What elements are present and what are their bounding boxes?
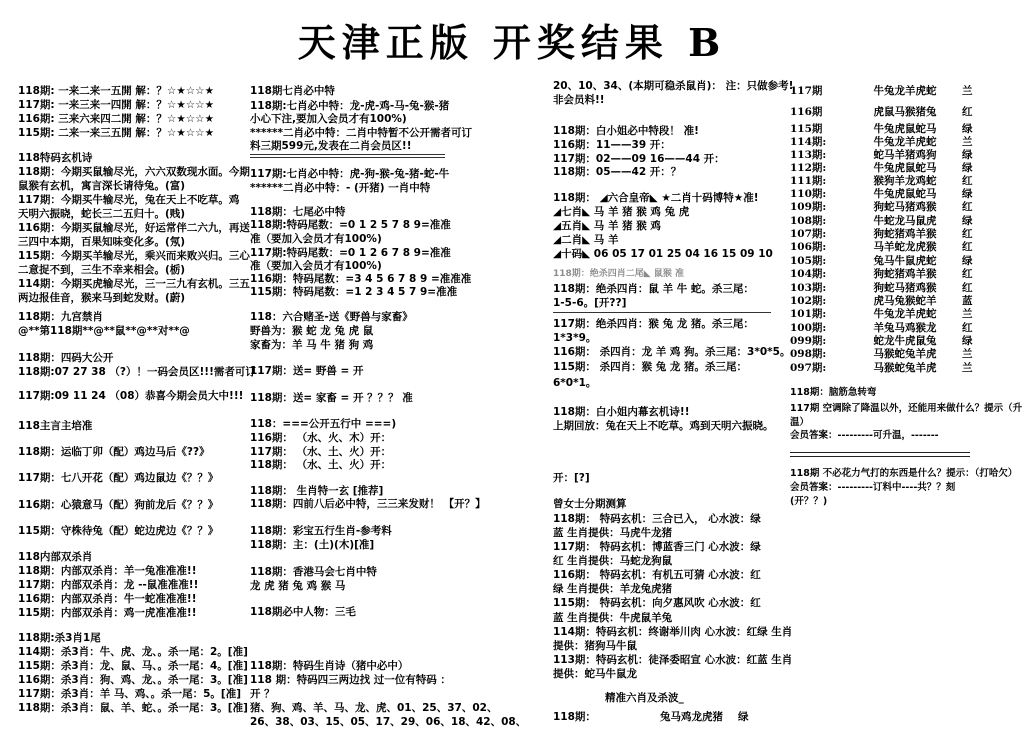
period-label: 110期: [790, 188, 827, 200]
period-label: 102期: [790, 295, 827, 307]
text-line: 118期:07 27 38 （?）！一码会员区!!!需者可订 [18, 366, 256, 378]
text-line: 117期：绝杀四肖：猴 兔 龙 猪。杀三尾： [553, 318, 754, 330]
text-line: 116期： 特码玄机：有机五可猜 心水波：红 [553, 569, 761, 581]
text-line: 1*3*9。 [553, 332, 597, 344]
text-line: 龙 虎 猪 兔 鸡 猴 马 [250, 580, 346, 592]
period-label: 118期： [553, 711, 596, 723]
zodiac-set: 羊兔马鸡猴龙 [873, 322, 937, 334]
text-line: 两边报佳音，猴来马到蛇发财。(蔚) [18, 292, 186, 304]
zodiac-set: 狗蛇猪鸡羊猴 [873, 268, 937, 280]
zodiac-set: 牛兔龙羊虎蛇 [873, 85, 937, 97]
riddle-line: 会员答案：---------可升温，------- [790, 430, 939, 441]
text-line: 116期：心猿意马（配）狗前龙后《？？》 [18, 499, 219, 511]
text-line: 117期： 特码玄机：博蓝香三门 心水波：绿 [553, 541, 761, 553]
text-line: 118内部双杀肖 [18, 551, 93, 563]
text-line: 118期：05——42 开：？ [553, 166, 682, 178]
text-line: 115期：特码尾数：=1 2 3 4 5 7 9=准准 [250, 286, 458, 298]
color-wave: 兰 [962, 85, 973, 97]
color-wave: 红 [962, 241, 973, 253]
section-heading: 精准六肖及杀波_ [605, 692, 684, 704]
text-line: 113期：特码玄机：徒泽委昭宣 心水波：红蓝 生肖 [553, 654, 793, 666]
period-label: 103期: [790, 282, 827, 294]
period-label: 104期: [790, 268, 827, 280]
text-line: ******二肖必中特：- (开猪) 一肖中特 [250, 182, 431, 194]
text-line: 118期：四码大公开 [18, 352, 114, 364]
text-line: 曾女士分期测算 [553, 498, 627, 510]
text-line: 118期：白小姐必中特段！ 准! [553, 125, 699, 137]
text-line: 116期：特码尾数：=3 4 5 6 7 8 9 =准准准 [250, 273, 472, 285]
divider [553, 312, 771, 313]
text-line: 116期： （水、火、木）开： [250, 432, 392, 444]
text-line: 115期: 二来一来三五開 解：？☆★☆☆★ [18, 127, 214, 139]
text-line: 115期： 特码玄机：向夕惠风吹 心水波：红 [553, 597, 761, 609]
zodiac-set: 牛兔龙羊虎蛇 [873, 308, 937, 320]
text-line: 蓝 生肖提供：牛虎鼠羊兔 [553, 612, 673, 624]
text-line: 准（要加入会员才有100%) [250, 233, 382, 245]
color-wave: 兰 [962, 308, 973, 320]
text-line: 118期:特码尾数：=0 1 2 5 7 8 9=准准 [250, 219, 451, 231]
text-line: 115期：今期买羊输尽光，乘兴而来败兴归。三心 [18, 250, 250, 262]
text-line: 118期：九宫禁肖 [18, 311, 103, 323]
page-title: 天津正版 开奖结果 B [297, 20, 727, 65]
text-line: ******二肖必中特：二肖中特暂不公开需者可订 [250, 127, 472, 139]
color-wave: 绿 [962, 123, 973, 135]
text-line: 116期：内部双杀肖：牛一蛇准准准!! [18, 593, 197, 605]
zodiac-set: 猴狗羊龙鸡蛇 [873, 175, 937, 187]
text-line: 118：===公开五行中 ===) [250, 418, 397, 430]
text-line: 118期： 特码玄机：三合已入， 心水波：绿 [553, 513, 761, 525]
text-line: 116期：11——39 开： [553, 139, 671, 151]
color-wave: 绿 [962, 215, 973, 227]
text-line: 三四中本期，百果知味变化多。(氖) [18, 236, 186, 248]
text-line: 118 期：特码四三两边找 过一位有特码 ： [250, 674, 451, 686]
period-label: 114期: [790, 136, 827, 148]
color-wave: 绿 [738, 711, 749, 723]
color-wave: 兰 [962, 362, 973, 374]
zodiac-set: 虎鼠马猴猪兔 [873, 106, 937, 118]
text-line: 118期：运临丁卯（配）鸡边马后《??》 [18, 446, 210, 458]
period-label: 099期: [790, 335, 827, 347]
zodiac-set: 马猴蛇兔羊虎 [873, 362, 937, 374]
text-line: 118期：主：(土)(木)[准] [250, 539, 375, 551]
text-line: 准（要加入会员才有100%) [250, 260, 382, 272]
text-line: 蓝 生肖提供：马虎牛龙猪 [553, 527, 673, 539]
text-line: 118期：七尾必中特 [250, 206, 346, 218]
text-line: 117期: 一来三来一四開 解：？☆★☆☆★ [18, 99, 214, 111]
divider [250, 157, 445, 158]
text-line: 115期： 杀四肖：猴 兔 龙 猪。杀三尾： [553, 361, 748, 373]
text-line: 20、10、34、(本期可稳杀鼠肖)： 注：只做参考! [553, 80, 794, 92]
text-line: @**第118期**@**鼠**@**对**@ [18, 325, 190, 337]
zodiac-set: 牛蛇龙马鼠虎 [873, 215, 937, 227]
riddle-line: 117期 空调除了降温以外，还能用来做什么？提示（升 [790, 403, 1023, 414]
text-line: 117期：杀3肖：羊 马、鸡、。杀一尾：5。[准] [18, 688, 242, 700]
text-line: 114期：杀3肖：牛、虎、龙、。杀一尾：2。[准] [18, 646, 248, 658]
text-line: 料三期599元,发表在二肖会员区!! [250, 140, 412, 152]
text-line: 118期：绝杀四肖二尾◣ 鼠猴 准 [553, 269, 684, 279]
text-line: 118期：今期买鼠输尽光，六六双数现水面。今期 [18, 166, 250, 178]
period-label: 111期: [790, 175, 827, 187]
zodiac-set: 牛兔虎鼠蛇马 [873, 188, 937, 200]
text-line: 115期：内部双杀肖：鸡一虎准准准!! [18, 607, 197, 619]
period-label: 106期: [790, 241, 827, 253]
period-label: 112期: [790, 162, 827, 174]
riddle-line: (开？？) [790, 496, 828, 507]
color-wave: 红 [962, 175, 973, 187]
text-line: 118期： 生肖特一玄 [推荐] [250, 485, 384, 497]
text-line: 118期：特码生肖诗（猪中必中） [250, 660, 409, 672]
zodiac-set: 牛兔龙羊虎蛇 [873, 136, 937, 148]
text-line: ◢五肖◣ 马 羊 猪 猴 鸡 [553, 220, 661, 232]
text-line: ◢十码◣ 06 05 17 01 25 04 16 15 09 10 [553, 248, 773, 260]
text-line: 绿 生肖提供：羊龙兔虎猪 [553, 583, 673, 595]
text-line: 117期： （水、土、火）开： [250, 446, 392, 458]
text-line: 提供：蛇马牛鼠龙 [553, 668, 637, 680]
period-label: 105期: [790, 255, 827, 267]
text-line: ◢七肖◣ 马 羊 猪 猴 鸡 兔 虎 [553, 206, 690, 218]
text-line: 117期:09 11 24 （08）恭喜今期会员大中!!! [18, 390, 244, 402]
text-line: 鼠猴有玄机，寓言深长请待兔。(富) [18, 180, 186, 192]
text-line: 提供：猪狗马牛鼠 [553, 640, 637, 652]
text-line: 115期：杀3肖：龙、鼠、马、。杀一尾：4。[准] [18, 660, 248, 672]
riddle-line: 118期 不必花力气打的东西是什么？提示：（打哈欠） [790, 468, 1018, 479]
riddle-line: 温） [790, 417, 810, 428]
text-line: 118期：四前八后必中特，三三来发财！ 【开？】 [250, 498, 486, 510]
period-label: 100期: [790, 322, 827, 334]
text-line: 1-5-6。[开??] [553, 297, 627, 309]
color-wave: 红 [962, 106, 973, 118]
period-label: 113期: [790, 149, 827, 161]
text-line: 118特码玄机诗 [18, 152, 93, 164]
text-line: 117期：今期买牛输尽光，兔在天上不吃草。鸡 [18, 194, 240, 206]
text-line: 118期：白小姐内幕玄机诗!! [553, 406, 690, 418]
text-line: 二意捉不到，三生不幸来相会。(栃) [18, 264, 186, 276]
text-line: 118期： ◢六合皇帝◣ ★二肖十码博特★准! [553, 192, 759, 204]
zodiac-set: 狗蛇马猪鸡猴 [873, 201, 937, 213]
color-wave: 兰 [962, 348, 973, 360]
zodiac-set: 兔马牛鼠虎蛇 [873, 255, 937, 267]
zodiac-list: 兔马鸡龙虎猪 [660, 711, 723, 723]
color-wave: 蓝 [962, 295, 973, 307]
text-line: 117期:特码尾数：=0 1 2 6 7 8 9=准准 [250, 247, 451, 259]
zodiac-set: 狗蛇猪鸡羊猴 [873, 228, 937, 240]
text-line: 118期必中人物：三毛 [250, 606, 356, 618]
text-line: 117期：内部双杀肖：龙 --鼠准准准!! [18, 579, 199, 591]
text-line: 116期：杀3肖：狗、鸡、龙、。杀一尾：3。[准] [18, 674, 248, 686]
zodiac-set: 牛兔虎鼠蛇马 [873, 162, 937, 174]
text-line: 117期：送= 野兽 = 开 [250, 365, 364, 377]
riddle-line: 会员答案：---------订料中----共？？刻 [790, 482, 956, 493]
period-label: 108期: [790, 215, 827, 227]
text-line: 118期：杀3肖：鼠、羊、蛇、。杀一尾：3。[准] [18, 702, 248, 714]
text-line: 118期：送= 家畜 = 开 ？？？ 准 [250, 392, 413, 404]
text-line: 野兽为：猴 蛇 龙 兔 虎 鼠 [250, 325, 374, 337]
text-line: 114期：特码玄机：终谢举川肉 心水波：红绿 生肖 [553, 626, 793, 638]
zodiac-set: 虎马兔猴蛇羊 [873, 295, 937, 307]
color-wave: 红 [962, 268, 973, 280]
color-wave: 红 [962, 228, 973, 240]
divider [250, 154, 445, 155]
text-line: 118：六合赌圣-送《野兽与家畜》 [250, 311, 413, 323]
color-wave: 绿 [962, 188, 973, 200]
text-line: 115期：守株待兔（配）蛇边虎边《？？》 [18, 525, 219, 537]
text-line: 家畜为：羊 马 牛 猪 狗 鸡 [250, 339, 374, 351]
period-label: 109期: [790, 201, 827, 213]
period-label: 115期 [790, 123, 823, 135]
zodiac-set: 马猴蛇兔羊虎 [873, 348, 937, 360]
text-line: 开：[?] [553, 472, 590, 484]
text-line: 118期：香港马会七肖中特 [250, 566, 377, 578]
riddle-line: 118期：脑筋急转弯 [790, 387, 877, 398]
color-wave: 红 [962, 322, 973, 334]
period-label: 107期: [790, 228, 827, 240]
text-line: 天明六振晓，蛇长三二五归十。(贱) [18, 208, 186, 220]
divider [790, 452, 970, 457]
text-line: 上期回放：兔在天上不吃草。鸡到天明六振晓。 [553, 420, 774, 432]
zodiac-set: 马羊蛇龙虎猴 [873, 241, 937, 253]
text-line: ◢二肖◣ 马 羊 [553, 234, 619, 246]
color-wave: 绿 [962, 149, 973, 161]
text-line: 117期:七肖必中特：虎-狗-猴-兔-猪-蛇-牛 [250, 168, 450, 180]
text-line: 118期: 一来二来一五開 解：？☆★☆☆★ [18, 85, 214, 97]
color-wave: 红 [962, 282, 973, 294]
text-line: 118期：彩宝五行生肖-参考料 [250, 525, 392, 537]
text-line: 26、38、03、15、05、17、29、06、18、42、08、 [250, 716, 527, 728]
period-label: 116期 [790, 106, 823, 118]
period-label: 097期: [790, 362, 827, 374]
zodiac-set: 蛇龙牛虎鼠兔 [873, 335, 937, 347]
text-line: 116期: 三来六来四二開 解：？☆★☆☆★ [18, 113, 214, 125]
zodiac-set: 狗蛇马猪鸡猴 [873, 282, 937, 294]
text-line: 117期：七八开花（配）鸡边鼠边《？？》 [18, 472, 219, 484]
period-label: 117期 [790, 85, 823, 97]
text-line: 非会员料!! [553, 94, 605, 106]
text-line: 猪、狗、鸡、羊、马、龙、虎、01、25、37、02、 [250, 702, 498, 714]
color-wave: 红 [962, 201, 973, 213]
text-line: 小心下注,要加入会员才有100%) [250, 113, 407, 125]
color-wave: 绿 [962, 162, 973, 174]
text-line: 117期：02——09 16——44 开： [553, 153, 725, 165]
text-line: 114期：今期买虎输尽光，三一三九有玄机。三五 [18, 278, 250, 290]
text-line: 118期：绝杀四肖：鼠 羊 牛 蛇。杀三尾： [553, 283, 754, 295]
period-label: 098期: [790, 348, 827, 360]
zodiac-set: 蛇马羊猪鸡狗 [873, 149, 937, 161]
text-line: 红 生肖提供：马蛇龙狗鼠 [553, 555, 673, 567]
text-line: 116期：今期买鼠输尽光，好运常伴二六九，再送 [18, 222, 250, 234]
color-wave: 兰 [962, 136, 973, 148]
text-line: 118期： （水、土、火）开： [250, 459, 392, 471]
period-label: 101期: [790, 308, 827, 320]
color-wave: 绿 [962, 255, 973, 267]
text-line: 118期:七肖必中特：龙-虎-鸡-马-兔-猴-猪 [250, 100, 450, 112]
text-line: 6*0*1。 [553, 377, 597, 389]
text-line: 118主言主培准 [18, 420, 93, 432]
text-line: 118期:杀3肖1尾 [18, 632, 101, 644]
zodiac-set: 牛兔虎鼠蛇马 [873, 123, 937, 135]
text-line: 118期：内部双杀肖：羊一兔准准准!! [18, 565, 197, 577]
color-wave: 绿 [962, 335, 973, 347]
text-line: 116期： 杀四肖：龙 羊 鸡 狗。杀三尾：3*0*5。 [553, 346, 791, 358]
text-line: 118期七肖必中特 [250, 85, 335, 97]
text-line: 开 ？ [250, 688, 275, 700]
